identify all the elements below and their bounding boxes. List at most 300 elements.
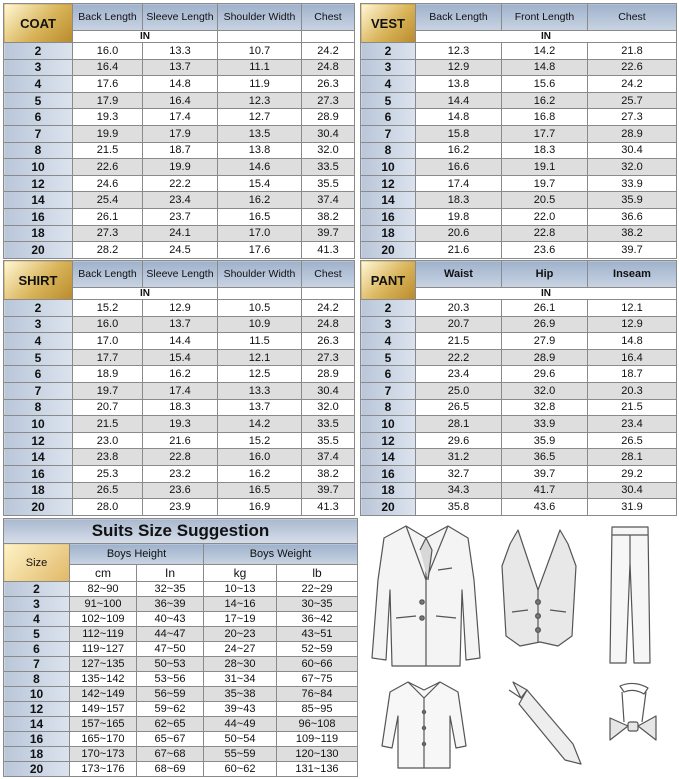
value-cell: 24.8 (302, 316, 355, 333)
size-cell: 6 (4, 366, 73, 383)
value-cell: 19.9 (73, 125, 143, 142)
value-cell: 23.6 (502, 242, 588, 259)
value-cell: 12.9 (588, 316, 677, 333)
value-cell: 170~173 (70, 747, 137, 762)
size-cell: 4 (4, 76, 73, 93)
value-cell: 127~135 (70, 657, 137, 672)
table-row (361, 482, 677, 499)
value-cell: 18.3 (502, 142, 588, 159)
table-row (361, 465, 677, 482)
table-row (4, 92, 355, 109)
value-cell: 20.7 (416, 316, 502, 333)
column-header: Chest (302, 4, 355, 31)
size-cell: 3 (361, 59, 416, 76)
value-cell: 21.8 (588, 43, 677, 60)
column-header: Chest (302, 261, 355, 288)
value-cell: 14.8 (588, 333, 677, 350)
value-cell: 16.4 (73, 59, 143, 76)
value-cell: 13.5 (218, 125, 302, 142)
value-cell: 21.5 (588, 399, 677, 416)
value-cell: 13.7 (143, 316, 218, 333)
value-cell: 16.9 (218, 499, 302, 516)
size-cell: 14 (4, 192, 73, 209)
size-cell: 8 (4, 142, 73, 159)
value-cell: 37.4 (302, 449, 355, 466)
size-cell: 12 (4, 432, 73, 449)
table-row (361, 242, 677, 259)
size-column-header: Size (4, 544, 70, 582)
table-row (4, 432, 355, 449)
value-cell: 24~27 (204, 642, 277, 657)
size-cell: 20 (361, 499, 416, 516)
size-suggestion-table (3, 518, 357, 776)
value-cell: 14.8 (416, 109, 502, 126)
value-cell: 14.2 (502, 43, 588, 60)
value-cell: 14.2 (218, 416, 302, 433)
value-cell: 16.0 (73, 43, 143, 60)
table-row (361, 175, 677, 192)
value-cell: 32~35 (137, 582, 204, 597)
value-cell: 52~59 (277, 642, 358, 657)
column-header: Shoulder Width (218, 261, 302, 288)
value-cell: 26.3 (302, 76, 355, 93)
value-cell: 17.9 (73, 92, 143, 109)
value-cell: 15.6 (502, 76, 588, 93)
value-cell: 32.0 (302, 142, 355, 159)
value-cell: 26.1 (73, 208, 143, 225)
table-row (4, 382, 355, 399)
column-header: Inseam (588, 261, 677, 288)
value-cell: 24.2 (302, 300, 355, 317)
value-cell: 12.9 (143, 300, 218, 317)
unit-label: IN (416, 31, 677, 43)
unit-cm: cm (70, 565, 137, 582)
size-cell: 8 (361, 142, 416, 159)
value-cell: 16.4 (588, 349, 677, 366)
value-cell: 27.3 (73, 225, 143, 242)
value-cell: 50~53 (137, 657, 204, 672)
table-row (4, 242, 355, 259)
value-cell: 32.0 (502, 382, 588, 399)
size-cell: 5 (4, 92, 73, 109)
value-cell: 65~67 (137, 732, 204, 747)
value-cell: 67~75 (277, 672, 358, 687)
value-cell: 22.0 (502, 208, 588, 225)
value-cell: 30.4 (302, 125, 355, 142)
value-cell: 18.3 (143, 399, 218, 416)
value-cell: 22.8 (502, 225, 588, 242)
value-cell: 18.7 (143, 142, 218, 159)
value-cell: 41.3 (302, 499, 355, 516)
table-row (361, 449, 677, 466)
value-cell: 27.3 (302, 92, 355, 109)
value-cell: 12.1 (218, 349, 302, 366)
table-row (4, 76, 355, 93)
size-cell: 2 (4, 582, 70, 597)
size-cell: 14 (361, 192, 416, 209)
pant-size-table (360, 260, 676, 516)
table-row (361, 109, 677, 126)
size-cell: 2 (4, 43, 73, 60)
value-cell: 44~49 (204, 717, 277, 732)
table-row (361, 125, 677, 142)
value-cell: 35.5 (302, 175, 355, 192)
value-cell: 21.6 (416, 242, 502, 259)
value-cell: 21.6 (143, 432, 218, 449)
value-cell: 149~157 (70, 702, 137, 717)
value-cell: 23.6 (143, 482, 218, 499)
pants-illustration (604, 523, 656, 665)
value-cell: 85~95 (277, 702, 358, 717)
value-cell: 43~51 (277, 627, 358, 642)
table-row (4, 762, 358, 777)
bowtie-illustration (604, 682, 662, 752)
table-row (361, 366, 677, 383)
value-cell: 12.5 (218, 366, 302, 383)
unit-label: IN (73, 288, 218, 300)
value-cell: 26.5 (588, 432, 677, 449)
value-cell: 19.7 (502, 175, 588, 192)
value-cell: 12.3 (416, 43, 502, 60)
size-cell: 6 (4, 642, 70, 657)
value-cell: 38.2 (588, 225, 677, 242)
value-cell: 13.3 (218, 382, 302, 399)
value-cell: 26.1 (502, 300, 588, 317)
size-cell: 12 (4, 175, 73, 192)
table-row (4, 225, 355, 242)
table-row (4, 627, 358, 642)
table-row (4, 333, 355, 350)
value-cell: 17~19 (204, 612, 277, 627)
value-cell: 13.3 (143, 43, 218, 60)
table-row (361, 382, 677, 399)
value-cell: 17.7 (73, 349, 143, 366)
table-row (4, 642, 358, 657)
value-cell: 19.7 (73, 382, 143, 399)
value-cell: 15.8 (416, 125, 502, 142)
value-cell: 35.8 (416, 499, 502, 516)
size-cell: 6 (4, 109, 73, 126)
table-row (361, 92, 677, 109)
table-row (361, 192, 677, 209)
table-row (4, 300, 355, 317)
table-row (361, 142, 677, 159)
value-cell: 35.9 (502, 432, 588, 449)
value-cell: 19.3 (143, 416, 218, 433)
value-cell: 14~16 (204, 597, 277, 612)
size-cell: 7 (361, 382, 416, 399)
table-row (4, 43, 355, 60)
necktie-illustration (503, 678, 587, 774)
value-cell: 38.2 (302, 208, 355, 225)
size-cell: 10 (361, 159, 416, 176)
value-cell: 33.9 (588, 175, 677, 192)
value-cell: 157~165 (70, 717, 137, 732)
size-cell: 7 (4, 125, 73, 142)
value-cell: 25.3 (73, 465, 143, 482)
size-cell: 5 (361, 349, 416, 366)
shirt-label: SHIRT (4, 261, 73, 300)
size-cell: 7 (4, 657, 70, 672)
table-row (4, 125, 355, 142)
value-cell: 39.7 (302, 225, 355, 242)
value-cell: 39.7 (302, 482, 355, 499)
value-cell: 23.4 (588, 416, 677, 433)
value-cell: 23.0 (73, 432, 143, 449)
value-cell: 17.0 (218, 225, 302, 242)
value-cell: 30.4 (588, 142, 677, 159)
value-cell: 33.5 (302, 159, 355, 176)
value-cell: 23.8 (73, 449, 143, 466)
table-row (4, 702, 358, 717)
column-header: Front Length (502, 4, 588, 31)
value-cell: 102~109 (70, 612, 137, 627)
value-cell: 28.1 (588, 449, 677, 466)
table-row (4, 366, 355, 383)
size-cell: 18 (361, 482, 416, 499)
value-cell: 112~119 (70, 627, 137, 642)
table-row (361, 76, 677, 93)
size-cell: 6 (361, 109, 416, 126)
value-cell: 18.7 (588, 366, 677, 383)
value-cell: 18.3 (416, 192, 502, 209)
unit-blank (302, 31, 355, 43)
value-cell: 25.7 (588, 92, 677, 109)
table-row (361, 300, 677, 317)
value-cell: 27.9 (502, 333, 588, 350)
size-cell: 16 (4, 208, 73, 225)
value-cell: 60~62 (204, 762, 277, 777)
size-cell: 16 (361, 465, 416, 482)
unit-in: In (137, 565, 204, 582)
value-cell: 41.3 (302, 242, 355, 259)
size-cell: 10 (4, 159, 73, 176)
column-header: Waist (416, 261, 502, 288)
value-cell: 13.7 (218, 399, 302, 416)
size-cell: 16 (4, 732, 70, 747)
value-cell: 36.5 (502, 449, 588, 466)
value-cell: 19.3 (73, 109, 143, 126)
value-cell: 23.4 (416, 366, 502, 383)
column-header: Shoulder Width (218, 4, 302, 31)
value-cell: 13.7 (143, 59, 218, 76)
size-cell: 20 (361, 242, 416, 259)
value-cell: 44~47 (137, 627, 204, 642)
table-row (4, 449, 355, 466)
size-cell: 3 (4, 597, 70, 612)
size-cell: 5 (4, 349, 73, 366)
value-cell: 19.1 (502, 159, 588, 176)
column-header: Back Length (73, 4, 143, 31)
table-row (4, 192, 355, 209)
value-cell: 26.5 (416, 399, 502, 416)
value-cell: 23.4 (143, 192, 218, 209)
value-cell: 47~50 (137, 642, 204, 657)
size-cell: 5 (4, 627, 70, 642)
value-cell: 109~119 (277, 732, 358, 747)
table-row (361, 349, 677, 366)
value-cell: 15.2 (218, 432, 302, 449)
value-cell: 62~65 (137, 717, 204, 732)
value-cell: 36.6 (588, 208, 677, 225)
value-cell: 16.2 (218, 465, 302, 482)
value-cell: 32.7 (416, 465, 502, 482)
value-cell: 35~38 (204, 687, 277, 702)
value-cell: 24.8 (302, 59, 355, 76)
table-row (361, 225, 677, 242)
value-cell: 11.1 (218, 59, 302, 76)
value-cell: 50~54 (204, 732, 277, 747)
table-row (4, 59, 355, 76)
coat-size-table (3, 3, 354, 258)
suggestion-title: Suits Size Suggestion (4, 519, 358, 544)
value-cell: 14.8 (143, 76, 218, 93)
value-cell: 20~23 (204, 627, 277, 642)
size-cell: 14 (4, 717, 70, 732)
value-cell: 59~62 (137, 702, 204, 717)
value-cell: 16.8 (502, 109, 588, 126)
column-header: Back Length (416, 4, 502, 31)
value-cell: 40~43 (137, 612, 204, 627)
value-cell: 30~35 (277, 597, 358, 612)
value-cell: 53~56 (137, 672, 204, 687)
value-cell: 13.8 (218, 142, 302, 159)
value-cell: 39.7 (588, 242, 677, 259)
value-cell: 165~170 (70, 732, 137, 747)
value-cell: 34.3 (416, 482, 502, 499)
size-cell: 14 (361, 449, 416, 466)
value-cell: 10~13 (204, 582, 277, 597)
value-cell: 14.4 (416, 92, 502, 109)
value-cell: 26.9 (502, 316, 588, 333)
value-cell: 43.6 (502, 499, 588, 516)
value-cell: 24.6 (73, 175, 143, 192)
value-cell: 18.9 (73, 366, 143, 383)
boys-weight-header: Boys Weight (204, 544, 358, 565)
table-row (4, 582, 358, 597)
size-cell: 20 (4, 762, 70, 777)
table-row (4, 416, 355, 433)
shirt-illustration (378, 676, 470, 772)
value-cell: 16.0 (73, 316, 143, 333)
value-cell: 24.5 (143, 242, 218, 259)
value-cell: 20.6 (416, 225, 502, 242)
size-cell: 12 (361, 432, 416, 449)
value-cell: 17.6 (218, 242, 302, 259)
value-cell: 35.9 (588, 192, 677, 209)
value-cell: 12.9 (416, 59, 502, 76)
value-cell: 26.3 (302, 333, 355, 350)
value-cell: 173~176 (70, 762, 137, 777)
table-row (4, 349, 355, 366)
value-cell: 28.9 (502, 349, 588, 366)
table-row (4, 159, 355, 176)
value-cell: 24.1 (143, 225, 218, 242)
size-cell: 10 (4, 416, 73, 433)
value-cell: 11.9 (218, 76, 302, 93)
value-cell: 32.0 (302, 399, 355, 416)
value-cell: 82~90 (70, 582, 137, 597)
value-cell: 12.7 (218, 109, 302, 126)
value-cell: 10.7 (218, 43, 302, 60)
value-cell: 29.6 (416, 432, 502, 449)
value-cell: 16.5 (218, 208, 302, 225)
coat-illustration (368, 520, 486, 670)
value-cell: 23.9 (143, 499, 218, 516)
value-cell: 20.3 (416, 300, 502, 317)
value-cell: 22~29 (277, 582, 358, 597)
size-cell: 10 (4, 687, 70, 702)
value-cell: 25.0 (416, 382, 502, 399)
vest-label: VEST (361, 4, 416, 43)
table-row (4, 672, 358, 687)
vest-illustration (498, 526, 580, 650)
column-header: Back Length (73, 261, 143, 288)
size-cell: 2 (361, 300, 416, 317)
size-cell: 3 (4, 59, 73, 76)
value-cell: 16.2 (143, 366, 218, 383)
value-cell: 32.0 (588, 159, 677, 176)
value-cell: 15.4 (218, 175, 302, 192)
value-cell: 39.7 (502, 465, 588, 482)
value-cell: 17.7 (502, 125, 588, 142)
value-cell: 15.2 (73, 300, 143, 317)
value-cell: 12.3 (218, 92, 302, 109)
value-cell: 32.8 (502, 399, 588, 416)
value-cell: 31.2 (416, 449, 502, 466)
value-cell: 131~136 (277, 762, 358, 777)
size-cell: 8 (4, 399, 73, 416)
column-header: Sleeve Length (143, 4, 218, 31)
value-cell: 24.2 (302, 43, 355, 60)
size-cell: 16 (4, 465, 73, 482)
value-cell: 28.2 (73, 242, 143, 259)
size-cell: 18 (4, 225, 73, 242)
size-cell: 3 (361, 316, 416, 333)
size-cell: 6 (361, 366, 416, 383)
value-cell: 22.8 (143, 449, 218, 466)
table-row (4, 399, 355, 416)
value-cell: 96~108 (277, 717, 358, 732)
size-cell: 20 (4, 242, 73, 259)
unit-blank (218, 31, 302, 43)
table-row (361, 432, 677, 449)
value-cell: 17.0 (73, 333, 143, 350)
value-cell: 56~59 (137, 687, 204, 702)
value-cell: 142~149 (70, 687, 137, 702)
value-cell: 135~142 (70, 672, 137, 687)
value-cell: 19.9 (143, 159, 218, 176)
table-row (361, 159, 677, 176)
table-row (4, 109, 355, 126)
value-cell: 12.1 (588, 300, 677, 317)
size-cell: 16 (361, 208, 416, 225)
value-cell: 120~130 (277, 747, 358, 762)
column-header: Sleeve Length (143, 261, 218, 288)
table-row (4, 597, 358, 612)
value-cell: 15.4 (143, 349, 218, 366)
size-cell: 18 (4, 747, 70, 762)
size-cell: 2 (361, 43, 416, 60)
unit-lb: lb (277, 565, 358, 582)
table-row (4, 747, 358, 762)
value-cell: 41.7 (502, 482, 588, 499)
table-row (361, 316, 677, 333)
column-header: Chest (588, 4, 677, 31)
table-row (4, 657, 358, 672)
value-cell: 23.7 (143, 208, 218, 225)
value-cell: 21.5 (416, 333, 502, 350)
